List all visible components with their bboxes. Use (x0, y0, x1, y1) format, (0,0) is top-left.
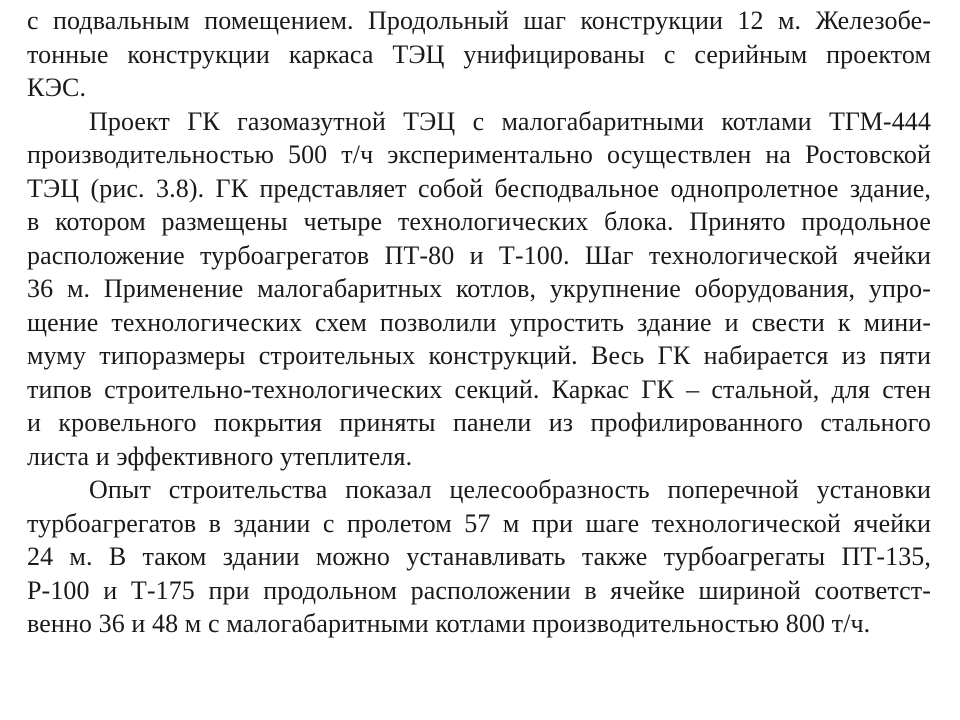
text-line: производительностью 500 т/ч экспериментально осуществлен на Ростовской (27, 140, 931, 169)
text-line: с подвальным помещением. Продольный шаг конструкции 12 м. Железобе- (27, 6, 931, 35)
text-line: турбоагрегатов в здании с пролетом 57 м при шаге технологической ячейки (27, 508, 931, 538)
text-line: 24 м. В таком здании можно устанавливать также турбоагрегаты ПТ-135, (27, 542, 931, 571)
text-line: ТЭЦ (рис. 3.8). ГК представляет собой бесподвальное однопролетное здание, (27, 173, 931, 203)
text-line: Проект ГК газомазутной ТЭЦ с малогабаритными котлами ТГМ-444 (89, 106, 931, 136)
text-line: Р-100 и Т-175 при продольном расположении в ячейке шириной соответст- (27, 575, 931, 605)
text-line: щение технологических схем позволили упростить здание и свести к мини- (27, 307, 931, 337)
text-line: расположение турбоагрегатов ПТ-80 и Т-100. Шаг технологической ячейки (27, 240, 931, 270)
text-line: и кровельного покрытия приняты панели из профилированного стального (27, 408, 931, 437)
text-line: типов строительно-технологических секций. Каркас ГК – стальной, для стен (27, 374, 931, 404)
text-line: в котором размещены четыре технологических блока. Принято продольное (27, 207, 931, 236)
text-line: муму типоразмеры строительных конструкций. Весь ГК набирается из пяти (27, 341, 931, 370)
text-line: 36 м. Применение малогабаритных котлов, укрупнение оборудования, упро- (27, 274, 931, 303)
text-block (27, 4, 931, 641)
paragraph-3 (27, 473, 931, 641)
text-line: листа и эффективного утеплителя. (27, 441, 413, 471)
text-line: Опыт строительства показал целесообразность поперечной установки (89, 475, 931, 504)
text-line: КЭС. (27, 73, 87, 102)
text-line: венно 36 и 48 м с малогабаритными котлами производительностью 800 т/ч. (27, 609, 871, 638)
text-line: тонные конструкции каркаса ТЭЦ унифицированы с серийным проектом (27, 39, 931, 69)
paragraph-1 (27, 4, 931, 105)
paragraph-2 (27, 105, 931, 474)
